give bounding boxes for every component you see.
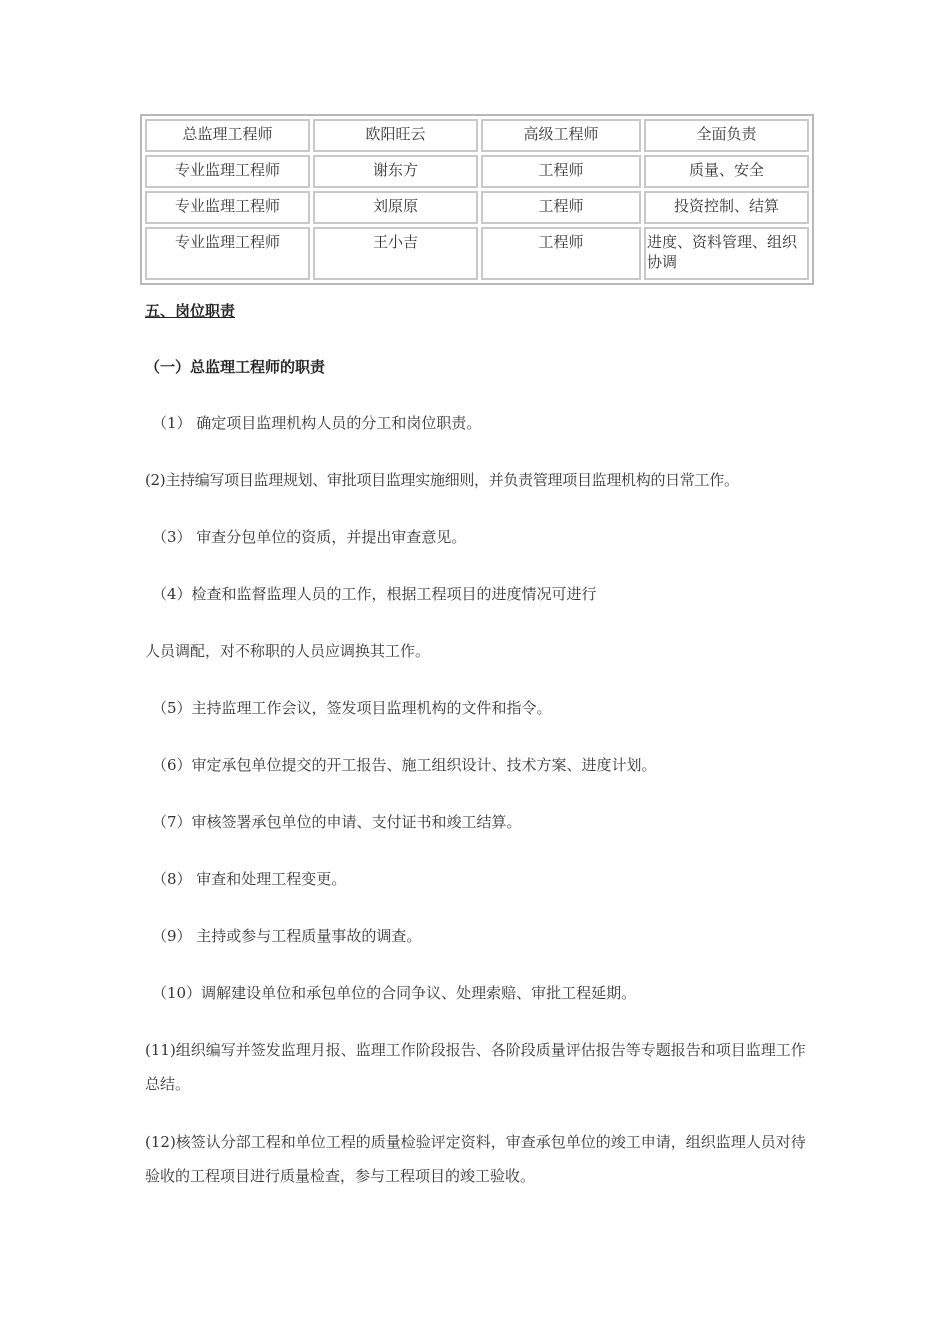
table-cell-title: 工程师	[481, 191, 641, 224]
table-cell-duty: 全面负责	[644, 119, 809, 152]
table-row	[145, 227, 809, 280]
table-cell-role: 总监理工程师	[145, 119, 310, 152]
table-cell-title: 高级工程师	[481, 119, 641, 152]
duty-item-5: （5）主持监理工作会议，签发项目监理机构的文件和指令。	[152, 699, 552, 717]
table-cell-role: 专业监理工程师	[145, 155, 310, 188]
duty-item-4-line1: （4）检查和监督监理人员的工作，根据工程项目的进度情况可进行	[152, 585, 597, 603]
table-cell-role: 专业监理工程师	[145, 191, 310, 224]
table-row	[145, 191, 809, 224]
duty-item-4-line2: 人员调配，对不称职的人员应调换其工作。	[145, 642, 431, 660]
staff-table	[140, 114, 814, 285]
table-cell-duty: 质量、安全	[644, 155, 809, 188]
duty-item-10: （10）调解建设单位和承包单位的合同争议、处理索赔、审批工程延期。	[152, 984, 637, 1002]
duty-item-12: (12)核签认分部工程和单位工程的质量检验评定资料，审查承包单位的竣工申请，组织监理人员对待验收的工程项目进行质量检查，参与工程项目的竣工验收。	[145, 1133, 806, 1185]
table-cell-name: 刘原原	[313, 191, 478, 224]
table-cell-title: 工程师	[481, 227, 641, 280]
table-cell-duty: 投资控制、结算	[644, 191, 809, 224]
table-row	[145, 155, 809, 188]
table-cell-title: 工程师	[481, 155, 641, 188]
subsection-title: （一）总监理工程师的职责	[145, 358, 326, 376]
duty-item-9: （9） 主持或参与工程质量事故的调查。	[152, 927, 422, 945]
table-cell-name: 谢东方	[313, 155, 478, 188]
duty-item-6: （6）审定承包单位提交的开工报告、施工组织设计、技术方案、进度计划。	[152, 756, 657, 774]
duty-item-1: （1） 确定项目监理机构人员的分工和岗位职责。	[152, 414, 482, 432]
table-cell-duty: 进度、资料管理、组织协调	[644, 227, 809, 280]
table-cell-role: 专业监理工程师	[145, 227, 310, 280]
section-title: 五、岗位职责	[145, 302, 236, 320]
duty-item-3: （3） 审查分包单位的资质，并提出审查意见。	[152, 528, 467, 546]
duty-item-8: （8） 审查和处理工程变更。	[152, 870, 347, 888]
duty-item-11: (11)组织编写并签发监理月报、监理工作阶段报告、各阶段质量评估报告等专题报告和项目监理工作总结。	[145, 1041, 806, 1093]
table-cell-name: 欧阳旺云	[313, 119, 478, 152]
table-row	[145, 119, 809, 152]
duty-item-7: （7）审核签署承包单位的申请、支付证书和竣工结算。	[152, 813, 522, 831]
table-cell-name: 王小吉	[313, 227, 478, 280]
duty-item-2: (2)主持编写项目监理规划、审批项目监理实施细则，并负责管理项目监理机构的日常工作。	[145, 471, 739, 489]
